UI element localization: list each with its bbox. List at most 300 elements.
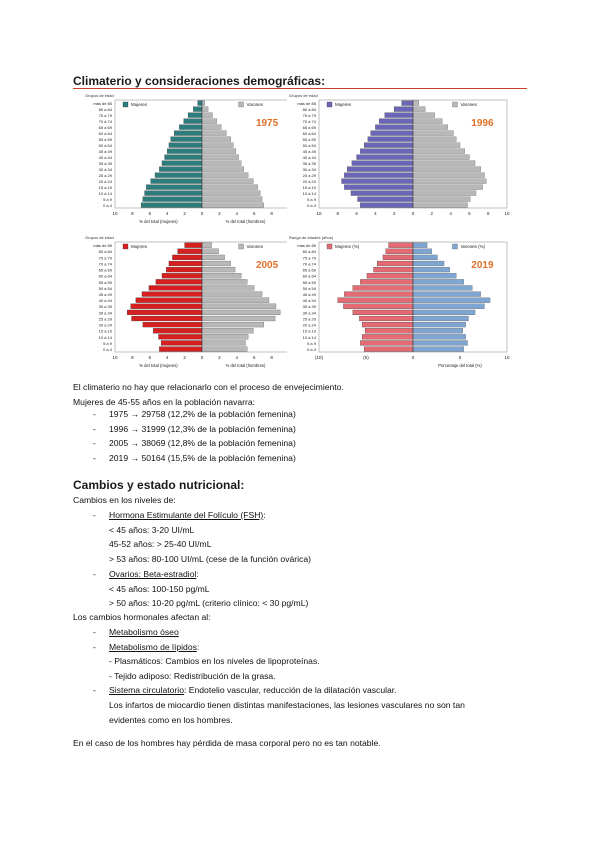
bar-right [202,249,219,254]
bar-left [344,173,413,178]
bar-left [174,131,202,136]
legend-label-right: Varones [246,244,263,249]
bar-right [413,137,456,142]
age-label: más de 85 [93,243,112,249]
bar-left [166,267,202,272]
bar-left [352,161,413,166]
age-label: más de 85 [297,101,316,107]
bar-left [360,203,413,208]
bar-left [353,310,413,315]
age-label: 35 a 39 [302,161,316,167]
bar-left [178,249,202,254]
age-label: 5 a 9 [103,197,112,203]
age-label: 25 a 29 [302,173,316,179]
bar-right [202,197,262,202]
bar-right [413,328,463,333]
age-label: 40 a 44 [98,298,112,304]
list-item: - 2005 → 38069 (12,8% de la población femenina) [93,438,296,449]
age-label: 30 a 34 [302,310,316,316]
tick-label: 4 [235,355,239,360]
bar-right [202,155,239,160]
bar-right [202,279,247,284]
age-label: 35 a 39 [98,304,112,310]
tick-label: 4 [374,211,377,216]
bar-right [202,173,248,178]
bar-left [145,191,202,196]
bar-left [368,137,413,142]
age-label: 10 a 14 [98,191,112,197]
age-label: 50 a 54 [302,285,316,291]
bar-left [188,113,202,118]
tick-label: 6 [252,211,256,216]
age-label: 50 a 54 [302,143,316,149]
bar-right [413,316,468,321]
bar-right [413,101,419,106]
axis-label-left: % del total (mujeres) [139,219,178,224]
tick-label: 0 [411,355,415,360]
bar-left [379,119,413,124]
bar-left [198,101,202,106]
ovarios-block: - Ovarios: Beta-estradiol: < 45 años: 100-150 pg/mL > 50 años: 10-20 pg/mL (criterio clínico: < 30 pg/mL) [109,567,308,611]
bar-left [155,173,202,178]
tick-label: 5 [458,355,462,360]
bar-left [383,255,413,260]
legend-swatch-left [123,102,128,107]
bar-right [202,137,231,142]
tick-label: 8 [131,211,134,216]
legend-swatch-right [452,244,457,249]
population-pyramid-2019 [287,232,513,374]
bar-left [360,149,413,154]
bar-left [367,273,413,278]
age-label: 60 a 64 [302,131,316,137]
axis-label-left: % del total (mujeres) [139,363,178,368]
fsh-block: - Hormona Estimulante del Folículo (FSH): < 45 años: 3-20 UI/mL 45-52 años: > 25-40 UI/mL > 53 años: 80-100 UI/mL (cese de la función ovárica) [109,508,311,566]
year-label: 2005 [255,260,279,271]
age-label: 60 a 64 [98,131,112,137]
age-label: más de 85 [297,243,316,249]
population-pyramid-1975 [83,90,295,230]
fsh-line: < 45 años: 3-20 UI/mL [109,524,195,535]
age-label: 80 a 84 [302,107,316,113]
age-label: 30 a 34 [302,167,316,173]
bar-right [413,119,442,124]
bar-left [159,347,202,352]
ovarios-line: < 45 años: 100-150 pg/mL [109,583,210,594]
year-label: 1996 [471,118,494,129]
tick-label: 8 [131,355,134,360]
age-label: 0 a 4 [103,203,112,209]
age-label: 70 a 74 [98,261,112,267]
bar-left [344,185,413,190]
bar-right [202,334,248,339]
bar-right [413,161,475,166]
bar-left [161,341,202,346]
corner-label: Grupos de edad [289,93,318,98]
age-label: 20 a 24 [302,179,316,185]
metabolismo-oseo-label: Metabolismo óseo [109,627,179,637]
tick-label: 10 [112,211,118,216]
tick-label: 6 [468,211,471,216]
bar-left [360,341,413,346]
lipidos-line: - Tejido adiposo: Redistribución de la grasa. [109,670,276,681]
legend-swatch-right [452,102,457,107]
bar-right [413,243,427,248]
legend-label-right: Varones (%) [460,244,486,249]
tick-label: 2 [218,355,221,360]
bar-left [162,273,202,278]
tick-label: 0 [411,211,415,216]
age-label: 25 a 29 [302,316,316,322]
bar-left [358,197,413,202]
age-label: 55 a 59 [302,279,316,285]
bar-left [171,137,202,142]
bar-right [202,273,241,278]
axis-label-right: % del total (hombres) [225,363,266,368]
bar-right [202,322,264,327]
bar-left [342,179,413,184]
tick-label: 6 [148,355,152,360]
bar-left [159,167,202,172]
tick-label: 2 [218,211,221,216]
age-label: 10 a 14 [302,334,316,340]
bar-left [359,316,413,321]
age-label: 75 a 79 [98,255,112,261]
bar-left [143,197,202,202]
bar-left [375,125,413,130]
bar-right [413,197,470,202]
age-label: 0 a 4 [307,203,316,209]
bar-left [357,155,413,160]
age-label: 65 a 69 [302,125,316,131]
tick-label: 2 [183,355,186,360]
age-label: 40 a 44 [302,298,316,304]
tick-label: 10 [112,355,118,360]
tick-label: 4 [235,211,239,216]
bar-left [146,185,202,190]
bar-left [353,286,413,291]
bar-left [149,286,202,291]
bar-right [413,255,437,260]
bar-left [136,298,202,303]
legend-swatch-left [327,244,332,249]
axis-label-right: % del total (hombres) [225,219,266,224]
year-label: 2019 [471,260,494,271]
bar-right [413,322,466,327]
bar-right [413,341,468,346]
fsh-label: Hormona Estimulante del Folículo (FSH) [109,510,264,520]
pyramid-chart-1996 [287,90,513,230]
legend-label-left: Mujeres [131,244,148,249]
bar-right [202,243,212,248]
ovarios-line: > 50 años: 10-20 pg/mL (criterio clínico: < 30 pg/mL) [109,598,309,609]
list-item: - 1996 → 31999 (12,3% de la población femenina) [93,423,296,434]
age-label: 25 a 29 [98,173,112,179]
bar-right [413,191,476,196]
tick-label: 0 [200,355,204,360]
bar-right [413,347,464,352]
bar-left [351,191,413,196]
bar-right [202,347,247,352]
bar-right [202,101,205,106]
list-item: - 1975 → 29758 (12,2% de la población femenina) [93,409,296,419]
age-label: 40 a 44 [98,155,112,161]
tick-label: 4 [165,355,169,360]
bar-right [202,328,253,333]
bar-left [172,255,202,260]
bar-left [141,203,202,208]
title-underline [73,88,527,89]
bar-right [413,167,481,172]
mujeres-intro: Mujeres de 45-55 años en la población navarra: [73,397,256,407]
age-label: 70 a 74 [302,119,316,125]
bar-right [202,119,217,124]
legend-label-left: Mujeres (%) [335,244,360,249]
tick-label: (5) [363,355,369,360]
circulatorio-label: Sistema circulatorio [109,685,184,696]
axis-label-right: Porcentaje del total (%) [438,363,482,368]
legend-swatch-left [327,102,332,107]
population-pyramid-1996 [287,90,513,230]
bar-left [162,161,202,166]
age-label: 75 a 79 [98,113,112,119]
circulatorio-line: Los infartos de miocardio tienen distintas manifestaciones, las lesiones vasculares no son tan [109,699,465,710]
bar-left [362,334,413,339]
bar-right [413,298,490,303]
bar-left [167,149,202,154]
age-label: 55 a 59 [98,137,112,143]
age-label: 15 a 19 [302,185,316,191]
bar-left [156,279,202,284]
age-label: 65 a 69 [98,267,112,273]
bar-left [364,143,413,148]
bar-right [202,113,212,118]
section-title-cambios: Cambios y estado nutricional: [73,478,245,492]
tick-label: 2 [183,211,186,216]
age-label: más de 85 [93,101,112,107]
age-label: 40 a 44 [302,155,316,161]
pyramid-chart-2019 [287,232,513,374]
age-label: 50 a 54 [98,143,112,149]
pyramid-chart-2005 [83,232,295,374]
age-label: 5 a 9 [307,197,316,203]
tick-label: 10 [504,355,510,360]
lipidos-line: - Plasmáticos: Cambios en los niveles de lipoproteínas. [109,656,320,667]
age-label: 0 a 4 [103,347,112,353]
fsh-line: > 53 años: 80-100 UI/mL (cese de la función ovárica) [109,553,311,564]
bar-left [364,347,413,352]
bar-right [202,261,231,266]
bar-left [360,279,413,284]
bar-left [159,334,203,339]
bar-left [165,155,202,160]
age-label: 5 a 9 [103,340,112,346]
bar-left [374,267,413,272]
bar-right [202,304,276,309]
bar-right [202,149,236,154]
age-label: 20 a 24 [98,179,112,185]
bar-right [413,286,472,291]
tick-label: 8 [486,211,490,216]
bar-right [413,149,465,154]
section-title-climaterio: Climaterio y consideraciones demográficas: [73,74,326,88]
bar-left [386,249,413,254]
circulatorio-line: evidentes como en los hombres. [109,714,233,725]
list-item: - 2019 → 50164 (15,5% de la población femenina) [93,452,296,463]
tick-label: 8 [270,211,273,216]
age-label: 35 a 39 [98,161,112,167]
tick-label: 6 [148,211,152,216]
tick-label: 8 [336,211,340,216]
year-label: 1975 [255,118,279,129]
tick-label: 8 [270,355,273,360]
bar-left [402,101,413,106]
age-label: 80 a 84 [302,249,316,255]
age-label: 25 a 29 [98,316,112,322]
metabolismo-block: - Metabolismo óseo - Metabolismo de lípidos: - Plasmáticos: Cambios en los niveles de lipoproteínas. - Tejido adiposo: Redistribución de la grasa. - Sistema circulatorio: Endotelio vascular, reducción de la dilatación vascular. Los infartos de miocardio tienen distintas manifestaciones, las lesiones vasculares no son tan evidentes como en los hombres. [109,625,465,727]
bar-right [202,316,275,321]
tick-label: 4 [165,211,169,216]
tick-label: 10 [316,211,322,216]
age-label: 75 a 79 [302,255,316,261]
age-label: 45 a 49 [98,149,112,155]
age-label: 15 a 19 [98,185,112,191]
bar-left [184,119,202,124]
bar-right [413,310,475,315]
bar-right [413,113,435,118]
bar-left [131,304,202,309]
bar-left [151,179,202,184]
bar-right [202,203,264,208]
age-label: 50 a 54 [98,285,112,291]
age-label: 80 a 84 [98,107,112,113]
corner-label: Grupos de edad [85,235,114,240]
bar-left [389,243,413,248]
ovarios-label: Ovarios: Beta-estradiol [109,569,197,579]
legend-swatch-right [239,244,244,249]
bar-right [202,341,246,346]
bar-left [347,167,413,172]
bar-right [413,131,453,136]
bar-right [202,161,241,166]
bar-right [413,279,464,284]
tick-label: 6 [355,211,358,216]
tick-label: (10) [314,355,324,360]
age-label: 15 a 19 [302,328,316,334]
bar-left [344,292,413,297]
bar-right [413,292,481,297]
bar-left [142,292,202,297]
bar-right [413,185,483,190]
age-label: 30 a 34 [98,167,112,173]
age-label: 55 a 59 [98,279,112,285]
tick-label: 0 [200,211,204,216]
age-label: 75 a 79 [302,113,316,119]
bar-right [413,179,486,184]
bar-left [338,298,413,303]
tick-label: 4 [449,211,452,216]
bar-right [202,131,226,136]
age-label: 10 a 14 [302,191,316,197]
bar-right [202,267,235,272]
legend-swatch-right [239,102,244,107]
legend-label-right: Varones [246,102,263,107]
age-label: 45 a 49 [302,292,316,298]
corner-label: Rango de edades (años) [289,235,334,240]
bar-left [394,107,413,112]
bar-right [413,273,456,278]
bar-left [179,125,202,130]
bar-right [413,143,460,148]
age-label: 20 a 24 [98,322,112,328]
legend-swatch-left [123,244,128,249]
age-label: 60 a 64 [302,273,316,279]
bar-right [202,298,269,303]
bar-right [202,310,280,315]
age-label: 80 a 84 [98,249,112,255]
bar-right [202,179,253,184]
age-label: 70 a 74 [98,119,112,125]
bar-left [132,316,202,321]
bar-left [143,322,202,327]
bar-right [413,334,466,339]
bar-right [413,304,484,309]
bar-right [202,107,208,112]
corner-label: Grupos de edad [85,93,114,98]
bar-right [202,125,221,130]
legend-label-left: Mujeres [131,102,148,107]
age-label: 15 a 19 [98,328,112,334]
cambios-intro: Cambios en los niveles de: [73,495,176,505]
bar-right [202,286,254,291]
bar-right [202,191,260,196]
age-label: 20 a 24 [302,322,316,328]
age-label: 35 a 39 [302,304,316,310]
bar-right [202,185,258,190]
bar-right [413,155,469,160]
bar-right [202,143,233,148]
age-label: 5 a 9 [307,340,316,346]
age-label: 65 a 69 [302,267,316,273]
age-label: 60 a 64 [98,273,112,279]
age-label: 10 a 14 [98,334,112,340]
bar-right [202,292,262,297]
tick-label: 6 [252,355,256,360]
bar-left [153,328,202,333]
bar-left [343,304,413,309]
tick-label: 2 [430,211,434,216]
age-label: 70 a 74 [302,261,316,267]
bar-left [385,113,413,118]
age-label: 55 a 59 [302,137,316,143]
age-label: 45 a 49 [302,149,316,155]
bar-left [127,310,202,315]
legend-label-right: Varones [460,102,477,107]
bar-right [413,267,450,272]
age-label: 45 a 49 [98,292,112,298]
bar-right [413,173,484,178]
bar-right [202,167,244,172]
climaterio-paragraph: El climaterio no hay que relacionarlo con el proceso de envejecimiento. [73,382,344,392]
bar-left [169,261,202,266]
tick-label: 10 [504,211,510,216]
age-label: 0 a 4 [307,347,316,353]
hombres-paragraph: En el caso de los hombres hay pérdida de masa corporal pero no es tan notable. [73,738,381,748]
hormonales-intro: Los cambios hormonales afectan al: [73,612,211,622]
pyramid-chart-1975 [83,90,295,230]
population-pyramid-2005 [83,232,295,374]
mujeres-list [93,407,296,465]
